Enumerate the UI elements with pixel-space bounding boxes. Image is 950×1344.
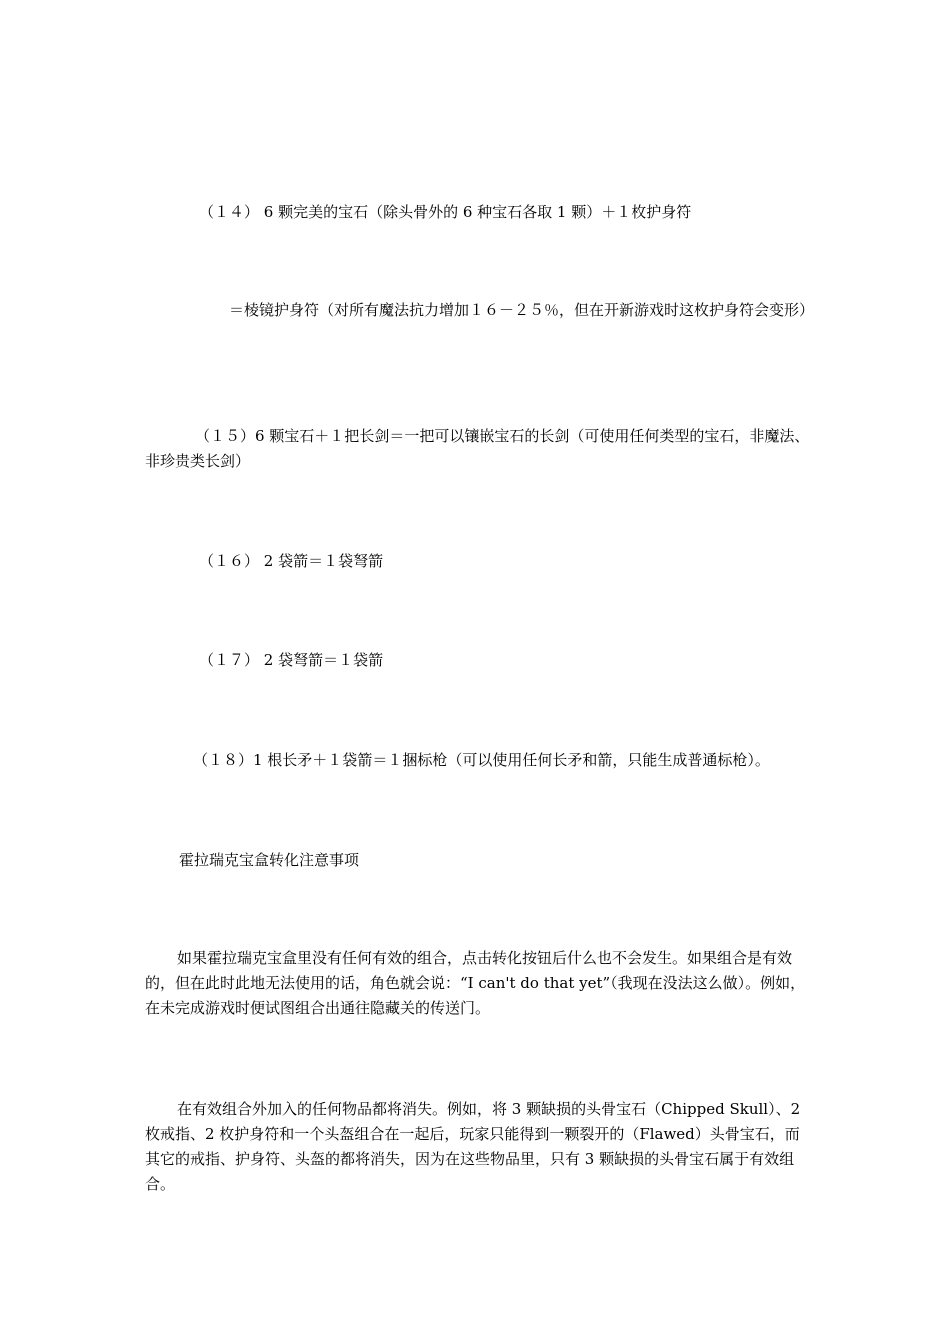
- recipe-18: （１８）1 根长矛＋１袋箭＝１捆标枪（可以使用任何长矛和箭，只能生成普通标枪）。: [193, 751, 770, 769]
- note-paragraph-2: 在有效组合外加入的任何物品都将消失。例如，将 3 颗缺损的头骨宝石（Chipped Skull）、2 枚戒指、2 枚护身符和一个头盔组合在一起后，玩家只能得到一颗裂开的（Flawed）头骨宝石，而其它的戒指、护身符、头盔的都将消失，因为在这些物品里，只有 3 颗缺损的头骨宝石属于有效组合。: [145, 1100, 801, 1193]
- note-paragraph-1: 如果霍拉瑞克宝盒里没有任何有效的组合，点击转化按钮后什么也不会发生。如果组合是有效的，但在此时此地无法使用的话，角色就会说：“I can't do that yet”（我现在没法这么做）。例如，在未完成游戏时便试图组合出通往隐藏关的传送门。: [145, 949, 806, 1017]
- recipe-14-line-1: （１４） 6 颗完美的宝石（除头骨外的 6 种宝石各取 1 颗）＋１枚护身符: [199, 203, 692, 221]
- recipe-15: （１５）6 颗宝石＋１把长剑＝一把可以镶嵌宝石的长剑（可使用任何类型的宝石，非魔法、非珍贵类长剑）: [145, 427, 810, 470]
- section-heading: 霍拉瑞克宝盒转化注意事项: [179, 851, 360, 869]
- recipe-17: （１７） 2 袋弩箭＝１袋箭: [199, 651, 384, 669]
- recipe-14-line-2: ＝棱镜护身符（对所有魔法抗力增加１６－２５％，但在开新游戏时这枚护身符会变形）: [229, 301, 815, 319]
- recipe-16: （１６） 2 袋箭＝１袋弩箭: [199, 552, 384, 570]
